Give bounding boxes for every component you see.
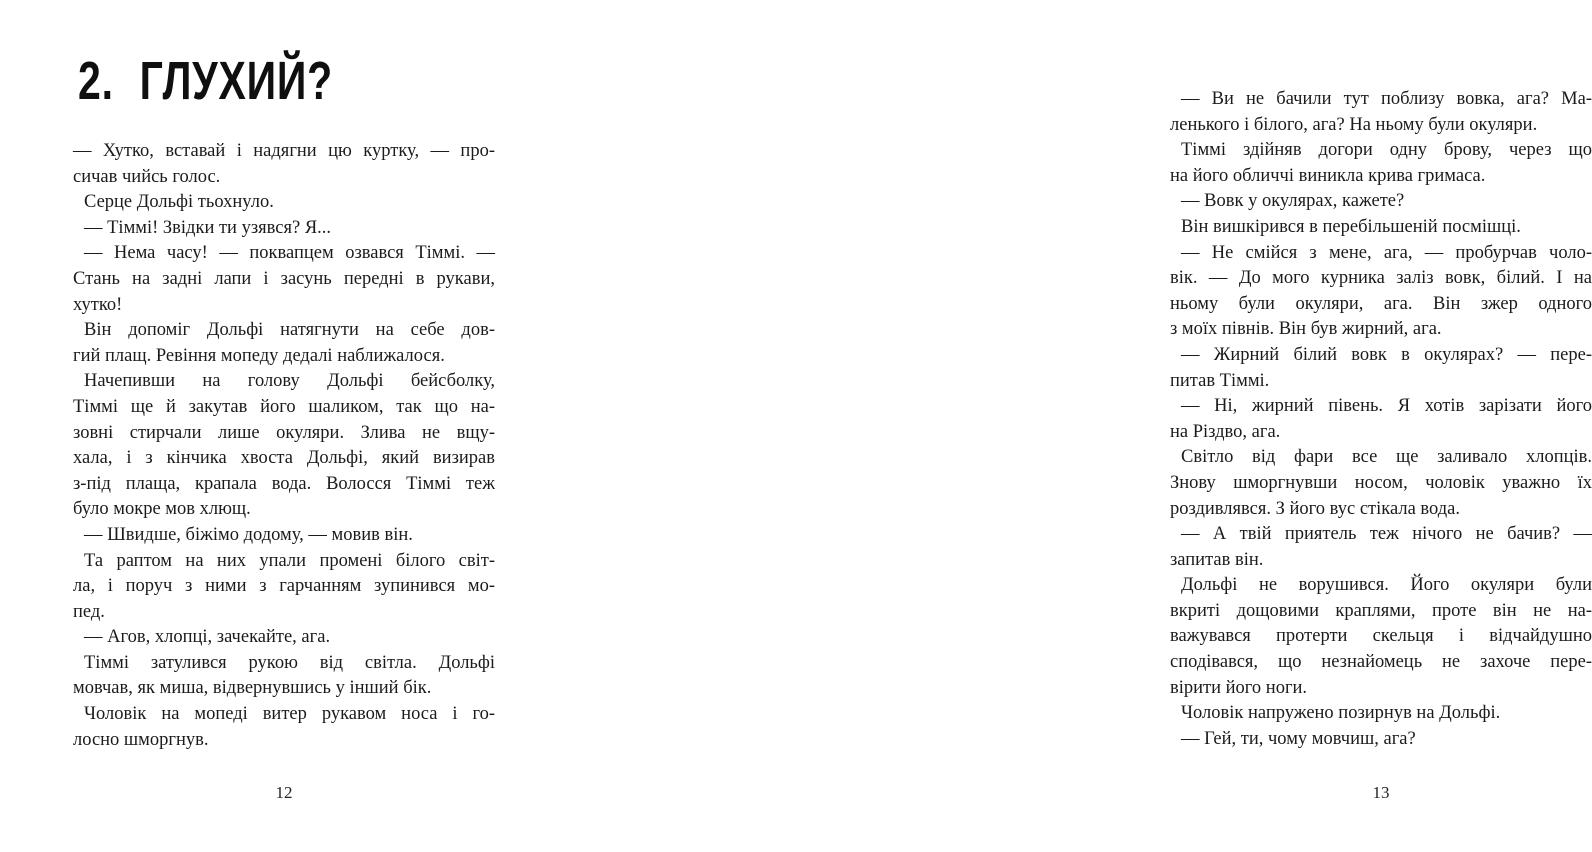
text-line: Він вишкірився в перебільшеній посмішці. xyxy=(1181,216,1521,237)
text-line: Та раптом на них упали промені білого світ- xyxy=(84,550,495,571)
text-line: роздивлявся. З його вус стікала вода. xyxy=(1170,498,1461,519)
text-line: Знову шморгнувши носом, чоловік уважно їх xyxy=(1170,472,1592,493)
text-line: зовні стирчали лише окуляри. Злива не вщу- xyxy=(73,422,495,443)
text-line: вірити його ноги. xyxy=(1170,677,1308,698)
chapter-number: 2. xyxy=(78,51,114,111)
page-right-text xyxy=(1170,87,1592,752)
text-line: хала, і з кінчика хвоста Дольфі, який визирав xyxy=(73,448,495,469)
text-line: сподівався, що незнайомець не захоче пере- xyxy=(1170,652,1592,673)
text-line: на його обличчі виникла крива гримаса. xyxy=(1170,165,1486,186)
page-number-right: 13 xyxy=(1372,783,1390,802)
text-line: — Нема часу! — поквапцем озвався Тіммі. — xyxy=(84,243,495,264)
page-number-left: 12 xyxy=(275,783,293,802)
text-line: — Вовк у окулярах, кажете? xyxy=(1181,191,1405,212)
text-line: Світло від фари все ще заливало хлопців. xyxy=(1181,447,1592,468)
text-line: Серце Дольфі тьохнуло. xyxy=(84,192,274,213)
text-line: запитав він. xyxy=(1170,549,1264,570)
text-line: гий плащ. Ревіння мопеду дедалі наближалося. xyxy=(73,345,445,366)
chapter-title: ГЛУХИЙ? xyxy=(139,51,333,111)
text-line: — Хутко, вставай і надягни цю куртку, — про- xyxy=(73,141,495,161)
text-line: Дольфі не ворушився. Його окуляри були xyxy=(1181,575,1592,596)
text-line: Стань на задні лапи і засунь передні в рукави, xyxy=(73,268,495,289)
text-line: — Тіммі! Звідки ти узявся? Я... xyxy=(84,217,332,238)
page-left-text xyxy=(73,139,495,753)
text-line: вкриті дощовими краплями, проте він не на- xyxy=(1170,600,1592,621)
text-line: Чоловік напружено позирнув на Дольфі. xyxy=(1181,703,1501,724)
text-line: — Ви не бачили тут поблизу вовка, ага? Ма- xyxy=(1181,89,1592,109)
text-line: — Ні, жирний півень. Я хотів зарізати його xyxy=(1181,396,1592,417)
text-line: ленького і білого, ага? На ньому були окуляри. xyxy=(1170,114,1538,135)
text-line: вік. — До мого курника заліз вовк, білий. І на xyxy=(1170,268,1592,289)
text-line: з-під плаща, крапала вода. Волосся Тіммі теж xyxy=(73,473,495,494)
text-line: Тіммі ще й закутав його шаликом, так що на- xyxy=(73,396,495,417)
text-line: на Різдво, ага. xyxy=(1170,421,1281,442)
text-line: з моїх півнів. Він був жирний, ага. xyxy=(1170,319,1442,340)
page-left xyxy=(0,0,552,852)
text-line: Тіммі затулився рукою від світла. Дольфі xyxy=(84,652,495,673)
text-line: ла, і поруч з ними з гарчанням зупинився мо- xyxy=(73,576,495,597)
text-line: сичав чийсь голос. xyxy=(73,166,221,187)
text-line: Начепивши на голову Дольфі бейсболку, xyxy=(84,371,495,392)
chapter-heading xyxy=(78,52,333,110)
text-line: питав Тіммі. xyxy=(1170,370,1270,391)
text-line: — Швидше, біжімо додому, — мовив він. xyxy=(84,524,413,545)
text-line: Тіммі здійняв догори одну брову, через що xyxy=(1181,140,1592,161)
text-line: ньому були окуляри, ага. Він зжер одного xyxy=(1170,293,1592,314)
text-line: пед. xyxy=(73,601,105,622)
text-line: лосно шморгнув. xyxy=(73,729,209,750)
text-line: мовчав, як миша, відвернувшись у інший бік. xyxy=(73,678,432,699)
text-line: Чоловік на мопеді витер рукавом носа і го- xyxy=(84,704,495,725)
text-line: Він допоміг Дольфі натягнути на себе дов- xyxy=(84,320,495,341)
text-line: було мокре мов хлющ. xyxy=(73,499,251,520)
text-line: — Агов, хлопці, зачекайте, ага. xyxy=(84,627,331,648)
text-line: — А твій приятель теж нічого не бачив? — xyxy=(1181,524,1592,545)
text-line: хутко! xyxy=(73,294,123,315)
text-line: важувався протерти скельця і відчайдушно xyxy=(1170,626,1592,647)
text-line: — Не смійся з мене, ага, — пробурчав чоло- xyxy=(1181,242,1592,263)
page-right xyxy=(553,0,1592,852)
text-line: — Жирний білий вовк в окулярах? — пере- xyxy=(1181,344,1592,365)
text-line: — Гей, ти, чому мовчиш, ага? xyxy=(1181,728,1416,749)
